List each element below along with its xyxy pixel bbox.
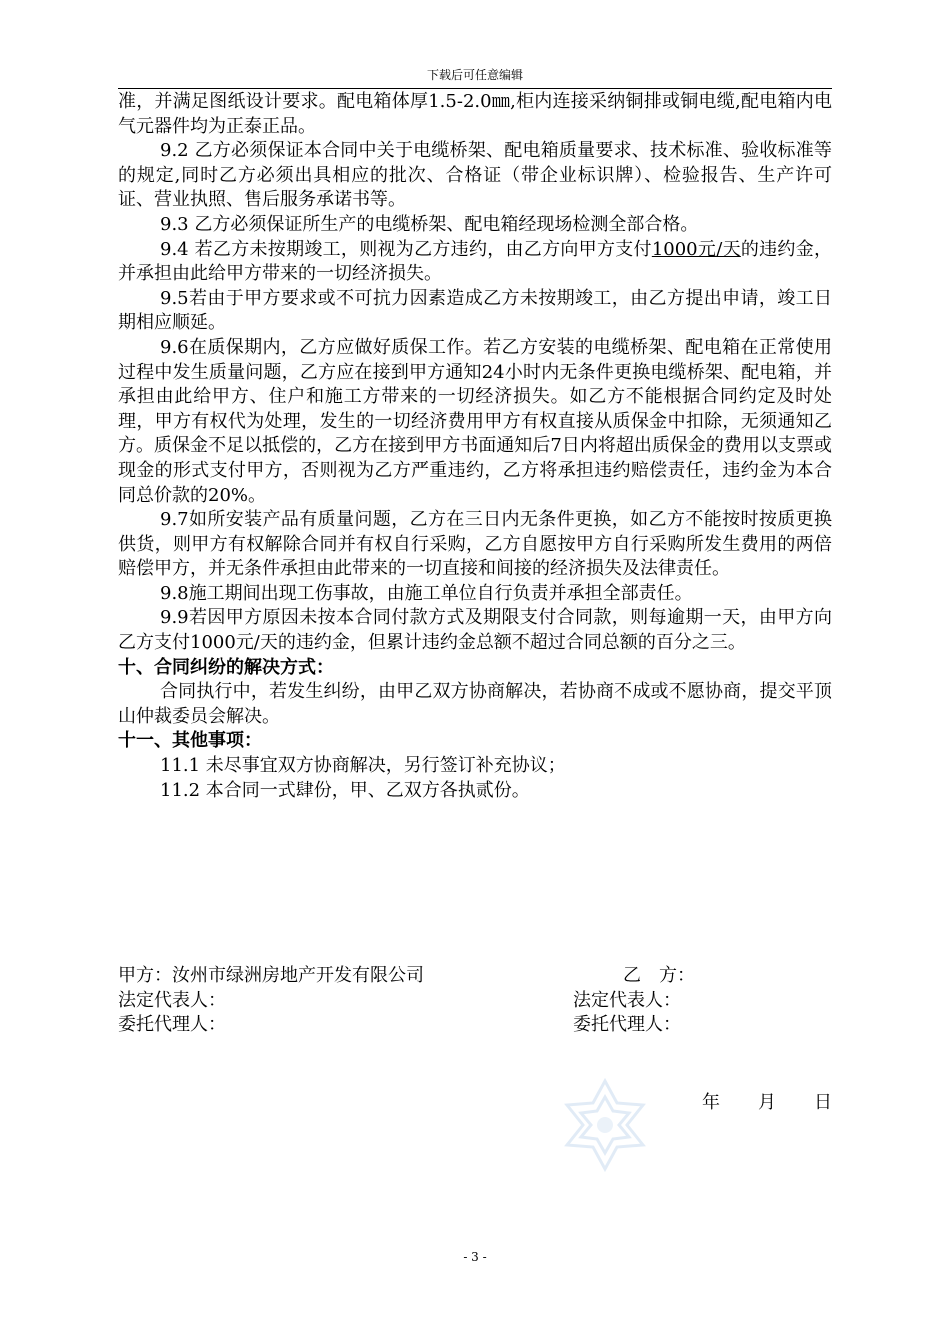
- paragraph-9-4-after: 的违约金，并承担由此给甲方带来的一切经济损失。: [118, 238, 833, 285]
- section-11-item-1: 11.1 未尽事宜双方协商解决，另行签订补充协议；: [160, 755, 566, 777]
- signature-row-legal-rep: [118, 989, 832, 1014]
- paragraph-9-4-before: 9.4 若乙方未按期竣工，则视为乙方违约，由乙方向甲方支付: [160, 238, 652, 260]
- party-b-name: 乙 方：: [623, 965, 695, 986]
- party-b-legal-rep: 法定代表人：: [573, 989, 681, 1011]
- signature-row-agent: [118, 1013, 832, 1038]
- date-year: 年: [702, 1092, 720, 1113]
- paragraph-9-7: 9.7如所安装产品有质量问题，乙方在三日内无条件更换，如乙方不能按时按质更换供货，则甲方有权解除合同并有权自行采购，乙方自愿按甲方自行采购所发生费用的两倍赔偿甲方，并无条件承担由此带来的一切直接和间接的经济损失及法律责任。: [118, 509, 832, 580]
- paragraph-9-2: 9.2 乙方必须保证本合同中关于电缆桥架、配电箱质量要求、技术标准、验收标准等的规定,同时乙方必须出具相应的批次、合格证（带企业标识牌）、检验报告、生产许可证、营业执照、售后服务承诺书等。: [118, 140, 832, 211]
- party-a-legal-rep: 法定代表人：: [118, 989, 226, 1011]
- paragraph-9-9: 9.9若因甲方原因未按本合同付款方式及期限支付合同款，则每逾期一天，由甲方向乙方支付1000元/天的违约金，但累计违约金总额不超过合同总额的百分之三。: [118, 607, 832, 654]
- section-11-heading: 十一、其他事项：: [118, 730, 262, 752]
- paragraph-9-8: 9.8施工期间出现工伤事故，由施工单位自行负责并承担全部责任。: [160, 582, 693, 604]
- paragraph-9-1-continued: 准，并满足图纸设计要求。配电箱体厚1.5-2.0㎜,柜内连接采纳铜排或铜电缆,配电箱内电气元器件均为正泰正品。: [118, 91, 832, 137]
- paragraph-9-5: 9.5若由于甲方要求或不可抗力因素造成乙方未按期竣工，由乙方提出申请，竣工日期相应顺延。: [118, 287, 832, 334]
- signature-block: [118, 964, 832, 1038]
- watermark-snowflake-icon: [555, 1075, 655, 1175]
- date-line: [702, 1088, 832, 1114]
- penalty-amount: 1000元/天: [651, 238, 741, 260]
- signature-row-party: [118, 964, 832, 989]
- party-a-agent: 委托代理人：: [118, 1014, 226, 1036]
- date-day: 日: [814, 1092, 832, 1113]
- paragraph-9-4: [118, 238, 832, 287]
- section-10-heading: 十、合同纠纷的解决方式：: [118, 656, 334, 678]
- page-number: - 3 -: [463, 1250, 487, 1264]
- header-rule: [118, 88, 832, 89]
- page-header: 下载后可任意编辑: [426, 68, 523, 82]
- document-body: [118, 90, 832, 803]
- party-b-agent: 委托代理人：: [573, 1014, 681, 1036]
- paragraph-9-3: 9.3 乙方必须保证所生产的电缆桥架、配电箱经现场检测全部合格。: [160, 213, 699, 235]
- section-11-item-2: 11.2 本合同一式肆份，甲、乙双方各执贰份。: [160, 779, 530, 801]
- party-a-name: 甲方：汝州市绿洲房地产开发有限公司: [118, 965, 424, 986]
- paragraph-9-6: 9.6在质保期内，乙方应做好质保工作。若乙方安装的电缆桥架、配电箱在正常使用过程中发生质量问题，乙方应在接到甲方通知24小时内无条件更换电缆桥架、配电箱，并承担由此给甲方、住户和施工方带来的一切经济损失。如乙方不能根据合同约定及时处理，甲方有权代为处理，发生的一切经济费用甲方有权直接从质保金中扣除，无须通知乙方。质保金不足以抵偿的，乙方在接到甲方书面通知后7日内将超出质保金的费用以支票或现金的形式支付甲方，否则视为乙方严重违约，乙方将承担违约赔偿责任，违约金为本合同总价款的20%。: [118, 336, 832, 506]
- section-10-text: 合同执行中，若发生纠纷，由甲乙双方协商解决，若协商不成或不愿协商，提交平顶山仲裁委员会解决。: [118, 681, 832, 727]
- date-month: 月: [758, 1092, 776, 1113]
